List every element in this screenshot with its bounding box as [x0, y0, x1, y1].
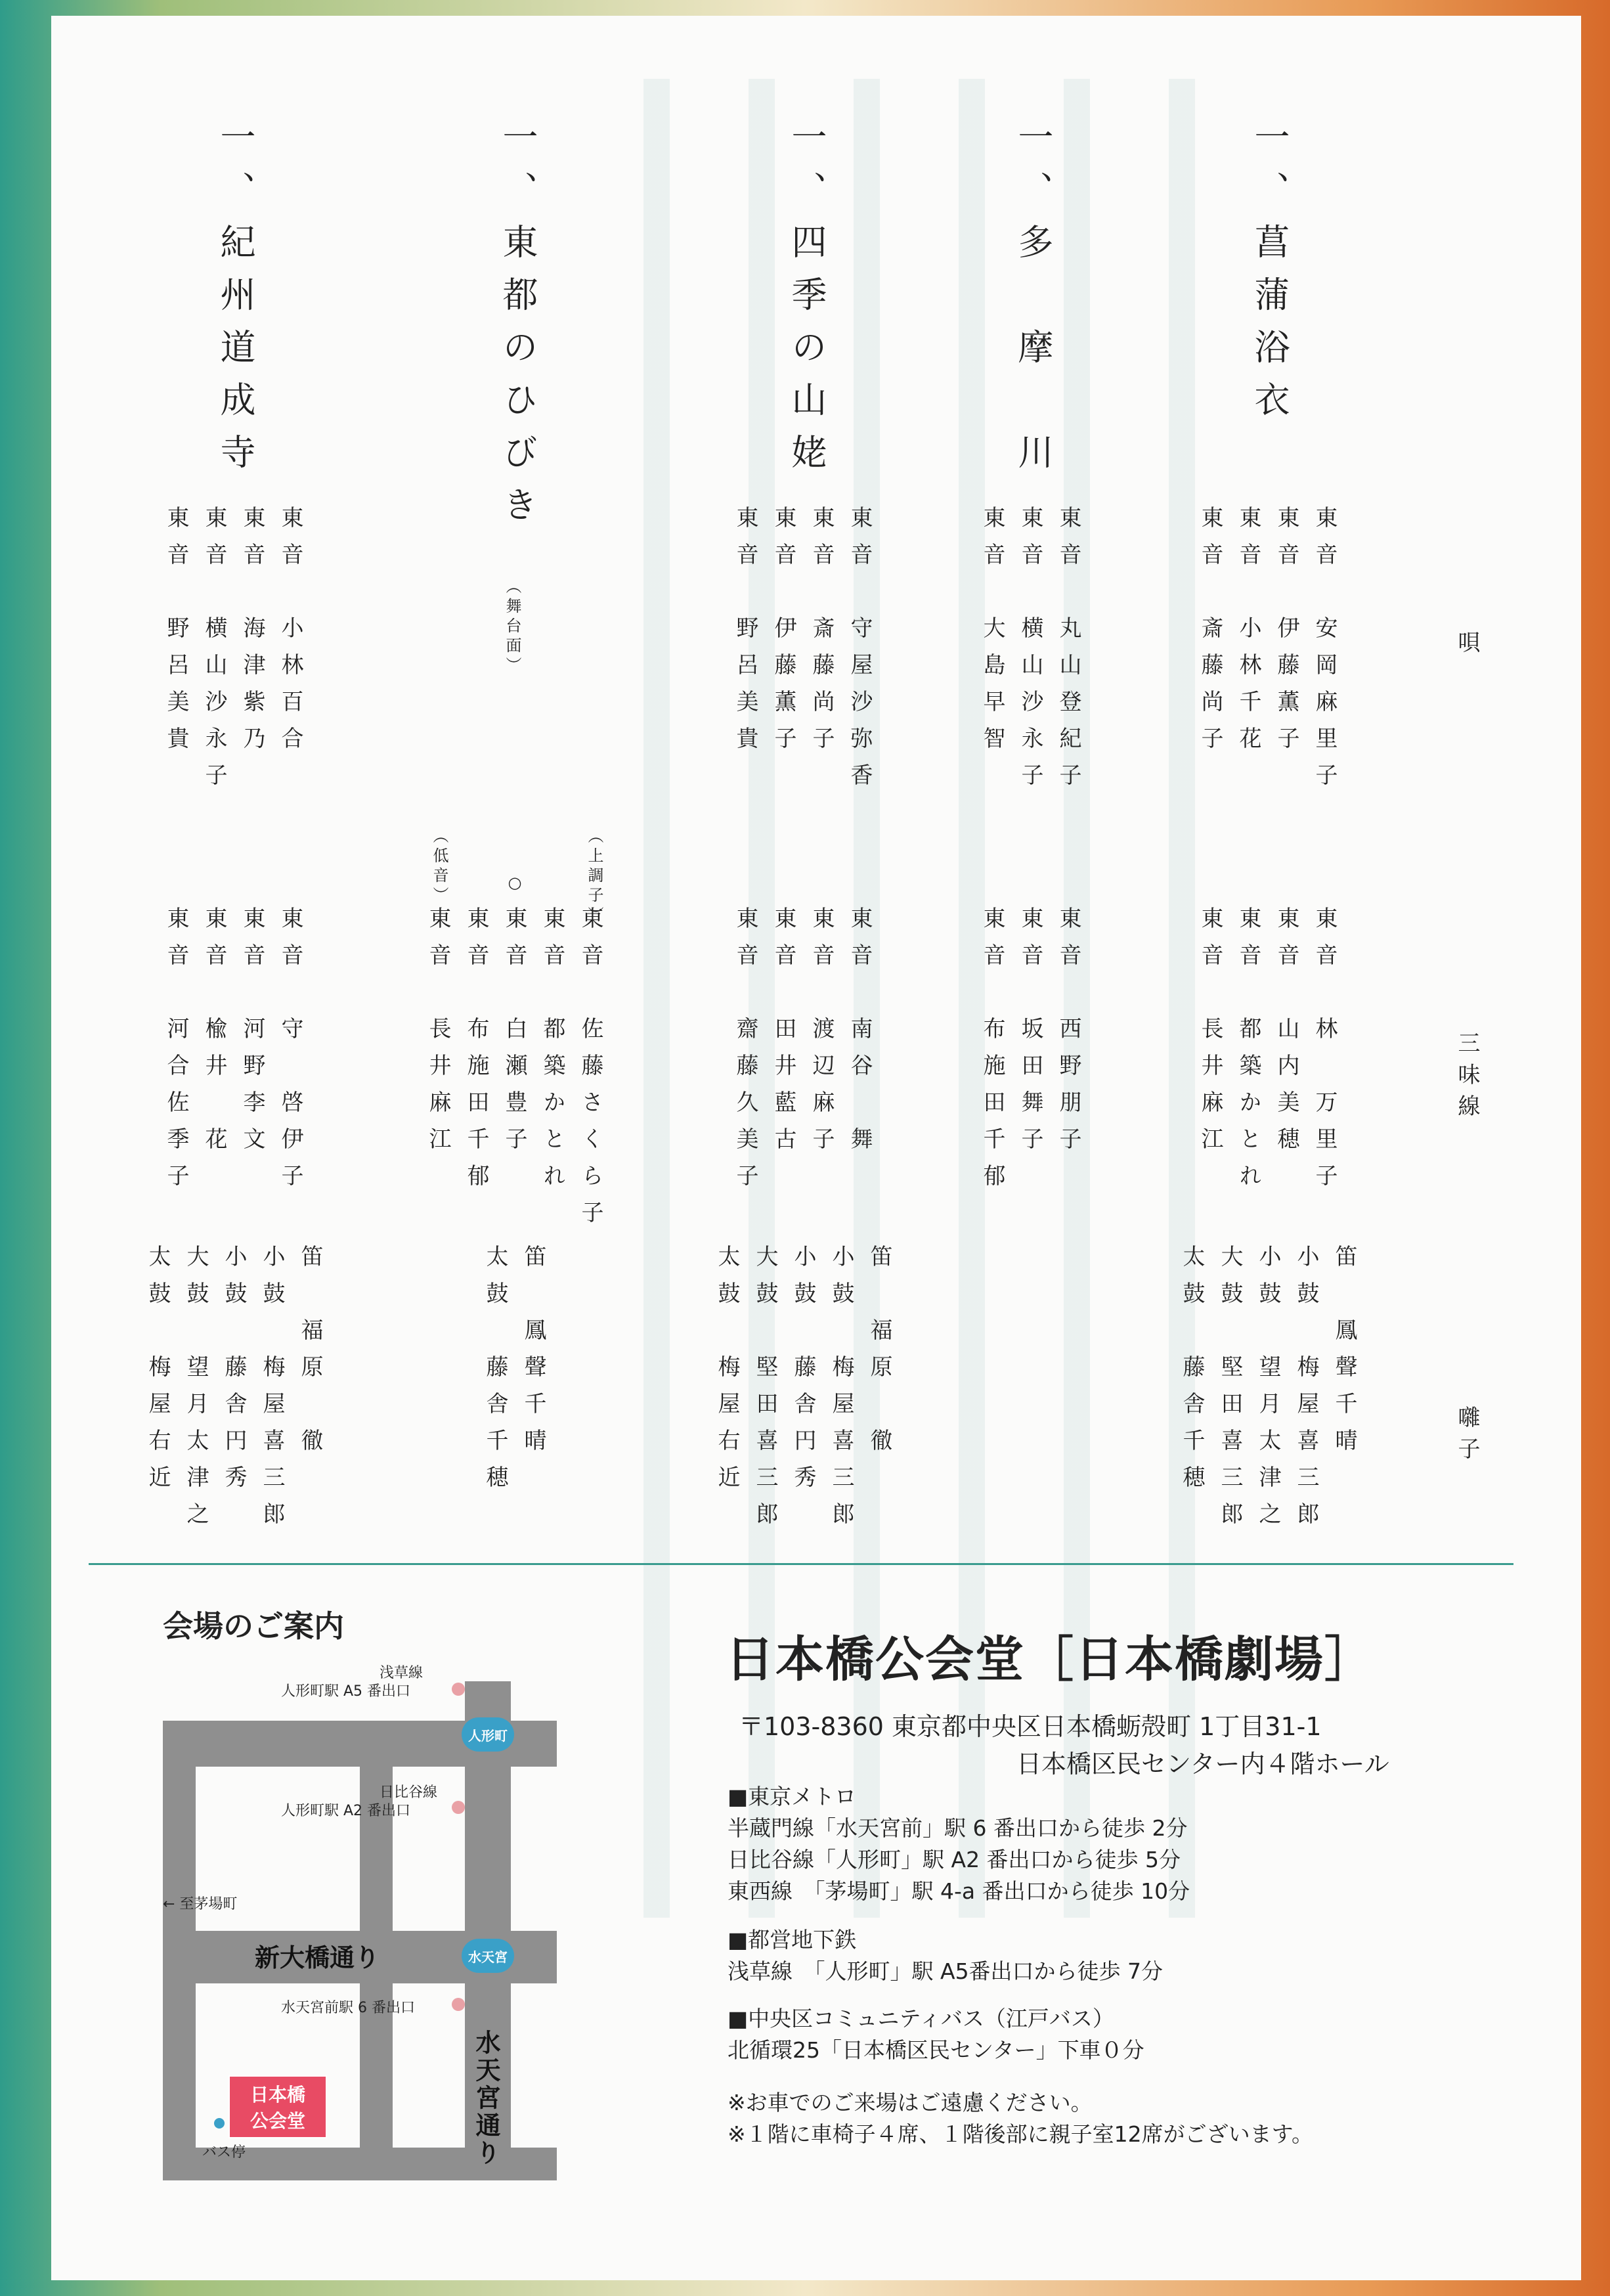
performer: 太鼓 梅屋右近 — [714, 1245, 740, 1502]
program-note-4: （舞台面） — [503, 578, 521, 676]
venue-marker-line2: 公会堂 — [250, 2110, 305, 2132]
note-tate: ○ — [506, 873, 524, 896]
performer: 東音 南谷 舞 — [846, 906, 873, 1164]
venue-name: 日本橋公会堂［日本橋劇場］ — [726, 1631, 1374, 1688]
performer: 東音 小林百合 — [277, 506, 303, 763]
exit-marker-icon — [452, 1683, 465, 1696]
map-asakusa-exit: 人形町駅 A5 番出口 — [281, 1683, 411, 1700]
map-asakusa-line: 浅草線 — [380, 1665, 424, 1681]
performer: 東音 守屋沙弥香 — [846, 506, 873, 800]
performer: 東音 山内美穂 — [1273, 906, 1299, 1164]
metro-route: 東西線 「茅場町」駅 4-a 番出口から徒歩 10分 — [728, 1878, 1190, 1904]
performer: 小鼓 梅屋喜三郎 — [828, 1245, 854, 1539]
venue-marker — [228, 2075, 327, 2138]
exit-marker-icon — [452, 1801, 465, 1814]
performer: 東音 野呂美貴 — [163, 506, 189, 763]
performer: 東音 小林千花 — [1235, 506, 1261, 763]
venue-address-2: 日本橋区民センター内４階ホール — [1016, 1750, 1389, 1778]
performer: 大鼓 堅田喜三郎 — [752, 1245, 778, 1539]
performer: 小鼓 望月太津之 — [1255, 1245, 1281, 1539]
performer: 太鼓 藤舎千穂 — [482, 1245, 508, 1502]
performer: 東音 齋藤久美子 — [732, 906, 758, 1201]
performer: 東音 伊藤薫子 — [1273, 506, 1299, 763]
performer: 東音 坂田舞子 — [1017, 906, 1043, 1164]
performer: 東音 林 万里子 — [1311, 906, 1338, 1201]
performer: 東音 河合佐季子 — [163, 906, 189, 1201]
performer: 小鼓 梅屋喜三郎 — [259, 1245, 285, 1539]
metro-route: 半蔵門線「水天宮前」駅 6 番出口から徒歩 2分 — [728, 1815, 1188, 1841]
performer: 東音 横山沙永子 — [201, 506, 227, 800]
performer: 太鼓 藤舎千穂 — [1179, 1245, 1205, 1502]
performer: 大鼓 望月太津之 — [183, 1245, 209, 1539]
map-hibiya-line: 日比谷線 — [380, 1784, 438, 1801]
street-shin-ohashi: 新大橋通り — [255, 1943, 380, 1972]
performer: 東音 渡辺麻子 — [808, 906, 835, 1164]
performer: 東音 布施田千郁 — [979, 906, 1005, 1201]
performer: 小鼓 梅屋喜三郎 — [1293, 1245, 1319, 1539]
note-parking: ※お車でのご来場はご遠慮ください。 — [728, 2090, 1093, 2115]
performer: 笛 鳳聲千晴 — [520, 1245, 546, 1465]
map-bus-stop: バス停 — [202, 2144, 246, 2161]
performer: 東音 斎藤尚子 — [808, 506, 835, 763]
performer: 東音 守 啓伊子 — [277, 906, 303, 1201]
label-uta: 唄 — [1454, 630, 1480, 662]
performer: 東音 布施田千郁 — [463, 906, 489, 1201]
note-seating: ※１階に車椅子４席、１階後部に親子室12席がございます。 — [728, 2121, 1314, 2147]
map-hibiya-exit: 人形町駅 A2 番出口 — [281, 1803, 411, 1819]
metro-route: 日比谷線「人形町」駅 A2 番出口から徒歩 5分 — [728, 1847, 1181, 1872]
performer: 東音 海津紫乃 — [239, 506, 265, 763]
toei-route: 浅草線 「人形町」駅 A5番出口から徒歩 7分 — [728, 1958, 1164, 1984]
station-ningyocho: 人形町 — [462, 1717, 514, 1752]
program-title-5: 一、紀州道成寺 — [215, 118, 256, 486]
note-teion: （低音） — [430, 828, 448, 906]
program-title-3: 一、四季の山姥 — [786, 118, 827, 486]
performer: 小鼓 藤舎円秀 — [221, 1245, 247, 1502]
performer: 笛 鳳聲千晴 — [1331, 1245, 1357, 1465]
performer: 東音 伊藤薫子 — [770, 506, 796, 763]
bus-stop-icon — [214, 2118, 225, 2129]
performer: 笛 福原 徹 — [297, 1245, 323, 1465]
performer: 太鼓 梅屋右近 — [144, 1245, 171, 1502]
section-divider — [89, 1563, 1513, 1565]
toei-heading: ■都営地下鉄 — [728, 1927, 857, 1953]
program-title-4: 一、東都のひびき — [497, 118, 538, 539]
performer: 東音 長井麻江 — [1197, 906, 1223, 1164]
performer: 東音 都築かとれ — [1235, 906, 1261, 1201]
performer: 東音 斎藤尚子 — [1197, 506, 1223, 763]
label-hayashi: 囃子 — [1454, 1405, 1480, 1468]
bus-heading: ■中央区コミュニティバス（江戸バス） — [728, 2006, 1114, 2031]
performer: 東音 丸山登紀子 — [1055, 506, 1081, 800]
performer: 東音 横山沙永子 — [1017, 506, 1043, 800]
performer: 東音 田井藍古 — [770, 906, 796, 1164]
performer: 東音 西野朋子 — [1055, 906, 1081, 1164]
performer: 東音 河野李文 — [239, 906, 265, 1164]
map-suitengu-exit: 水天宮前駅 6 番出口 — [281, 2000, 415, 2016]
performer: 東音 都築かとれ — [539, 906, 565, 1201]
exit-marker-icon — [452, 1998, 465, 2011]
label-shamisen: 三味線 — [1454, 1031, 1480, 1126]
street-suitengu-dori: 水天宮通り — [471, 2029, 500, 2167]
map-road — [163, 1721, 196, 2180]
venue-address: 〒103-8360 東京都中央区日本橋蛎殻町 1丁目31-1 — [739, 1712, 1322, 1741]
performer: 東音 大島早智 — [979, 506, 1005, 763]
performer: 大鼓 堅田喜三郎 — [1217, 1245, 1243, 1539]
station-suitengu: 水天宮 — [462, 1939, 514, 1973]
performer: 東音 白瀬豊子 — [501, 906, 527, 1164]
performer: 東音 長井麻江 — [425, 906, 451, 1164]
note-uwajoshi: （上調子） — [585, 828, 603, 926]
venue-marker-line1: 日本橋 — [250, 2084, 305, 2106]
access-heading: 会場のご案内 — [163, 1608, 344, 1644]
performer: 東音 楡井 花 — [201, 906, 227, 1164]
metro-heading: ■東京メトロ — [728, 1784, 857, 1809]
program-title-1: 一、菖蒲浴衣 — [1249, 118, 1290, 433]
performer: 小鼓 藤舎円秀 — [790, 1245, 816, 1502]
performer: 東音 佐藤さくら子 — [577, 906, 603, 1237]
program-title-2: 一、多 摩 川 — [1012, 118, 1054, 486]
performer: 東音 野呂美貴 — [732, 506, 758, 763]
performer: 笛 福原 徹 — [866, 1245, 892, 1465]
map-kayabacho: ← 至茅場町 — [163, 1896, 238, 1912]
performer: 東音 安岡麻里子 — [1311, 506, 1338, 800]
access-map — [163, 1655, 570, 2194]
bus-route: 北循環25「日本橋区民センター」下車０分 — [728, 2037, 1144, 2063]
